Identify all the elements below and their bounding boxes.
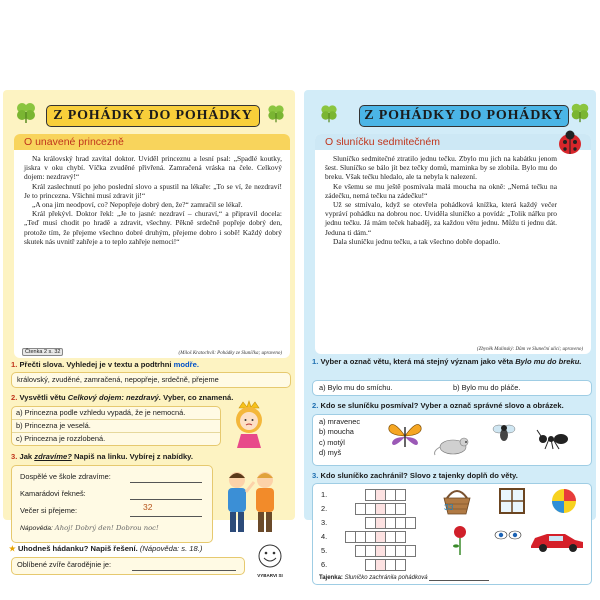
task-emphasis: Bylo mu do breku. (515, 357, 582, 366)
greeting-row (20, 489, 86, 499)
crossword-grid[interactable] (335, 489, 435, 575)
greeting-row (20, 472, 111, 482)
task-number: 1. (312, 357, 319, 366)
task-2 (11, 393, 233, 403)
answer-line[interactable] (130, 491, 202, 500)
ant-icon[interactable] (535, 427, 571, 453)
row-number: 3. (321, 518, 328, 527)
crossword-cell[interactable] (395, 559, 406, 571)
row-number: 2. (321, 504, 328, 513)
animal-choice-box (312, 414, 592, 466)
task-number: 3. (11, 452, 18, 461)
crossword-cell[interactable] (395, 489, 406, 501)
ball-icon (549, 486, 579, 516)
story-title: O sluníčku sedmitečném (315, 134, 591, 150)
option-c[interactable]: c) motýl (319, 437, 345, 447)
task-instruction: Jak (19, 452, 33, 461)
story-source: (Miloš Kratochvíl: Pohádky ze Sluníčka; upraveno) (178, 351, 282, 356)
task-number: 2. (11, 393, 18, 402)
task-3 (312, 471, 518, 481)
options-box (312, 380, 592, 396)
story-paragraph: Ke všemu se mu ještě posmívala malá moucha na okně: „Nemá tečku na zádečku, nemá tečku na zádečku!“ (325, 181, 557, 200)
car-icon (527, 526, 587, 554)
row-number: 5. (321, 546, 328, 555)
task-instruction: Uhodneš hádanku? Napiš řešení. (17, 544, 138, 553)
task-instruction: Vyber a označ větu, která má stejný význam jako věta (320, 357, 514, 366)
greeting-label: Kamarádovi řekneš: (20, 489, 86, 498)
option-d[interactable]: d) myš (319, 448, 342, 458)
greeting-label: Dospělé ve škole zdravíme: (20, 472, 111, 481)
eyes-icon (493, 528, 523, 542)
hint (20, 524, 159, 532)
row-number: 1. (321, 490, 328, 499)
rose-icon (449, 524, 471, 556)
page-number: 32 (143, 502, 153, 512)
crossword-numbers (321, 488, 327, 572)
left-page (3, 90, 295, 578)
answer-line[interactable] (130, 508, 202, 517)
task-instruction: Napiš na linku. Vybírej z nabídky. (73, 452, 193, 461)
page-title: Z POHÁDKY DO POHÁDKY (46, 105, 260, 127)
story-panel (315, 134, 591, 354)
task-instruction: Kdo se sluníčku posmíval? Vyber a označ správné slovo a obrázek. (320, 401, 564, 410)
story-paragraph: Dala sluníčku jednu tečku, a tak všechno dobře dopadlo. (333, 236, 501, 246)
task-number: 3. (312, 471, 319, 480)
option-a[interactable]: a) Bylo mu do smíchu. (319, 383, 393, 392)
hint-label: Nápověda: (20, 525, 53, 532)
options-box (11, 406, 221, 446)
task-instruction: Vysvětli větu (19, 393, 66, 402)
task-hint: (Nápověda: s. 18.) (139, 544, 203, 553)
task-1 (312, 357, 588, 367)
window-icon (497, 486, 527, 516)
word-list: královský, zvuděné, zamračená, nepopřeje, srdečně, přejeme (17, 375, 219, 384)
kids-greeting-illustration (219, 466, 285, 536)
clover-icon (568, 100, 592, 124)
answer-line[interactable] (130, 474, 202, 483)
task-number: 2. (312, 401, 319, 410)
animal-options (319, 417, 379, 459)
crossword-cell[interactable] (405, 545, 416, 557)
ladybug-icon (555, 130, 585, 156)
smiley-icon[interactable] (253, 542, 287, 576)
task-emphasis: modře. (173, 360, 199, 369)
page-title: Z POHÁDKY DO POHÁDKY (359, 105, 569, 127)
story-paragraph: „A ona jim neodpoví, co? Nepopřeje dobrý den, že?“ zamračil se lékař. (32, 200, 243, 210)
task-instruction: Vyber, co znamená. (163, 393, 234, 402)
butterfly-icon[interactable] (387, 419, 423, 453)
story-text (14, 150, 290, 246)
task-2 (312, 401, 564, 411)
greeting-box (11, 465, 213, 543)
story-paragraph: Král překývl. Doktor řekl: „Je to jasné: nezdraví – churaví,“ a připravil docela: „Teď musí chodit po hradě a zdravit, všechny. Pěkně srdečně popřeje dobrý den, protože tím, že přejeme všechno dobré druhým, přejeme dobro i sobě! Každý dobrý skutek nás uvnitř zahřeje a to teplo zahřeje nemoci!“ (24, 209, 282, 246)
crossword-cell[interactable] (395, 503, 406, 515)
riddle-answer-box (11, 557, 245, 575)
star-icon: ★ (9, 544, 16, 553)
story-text (315, 150, 591, 246)
answer-line[interactable] (429, 574, 489, 581)
reading-badge: Čtenka 2 s. 32 (22, 348, 63, 356)
row-number: 4. (321, 532, 328, 541)
hint-text: Ahoj! Dobrý den! Dobrou noc! (54, 524, 159, 532)
crossword-cell[interactable] (395, 531, 406, 543)
clover-icon (318, 102, 340, 124)
story-paragraph: Sluníčko sedmitečné ztratilo jednu tečku. Zbylo mu jich na kabátku jenom šest. Sluníčko se bálo jít bez tečky domů, maminka by se zlobila. Bylo mu do breku. Však tečku hledalo, ale ta nebyla k nalezení. (325, 154, 557, 182)
riddle-prompt: Oblíbené zvíře čarodějnie je: (17, 560, 112, 569)
clover-icon (13, 100, 39, 124)
crossword-cell[interactable] (405, 517, 416, 529)
answer-line[interactable] (132, 562, 236, 571)
right-page (304, 90, 596, 581)
tajenka (319, 574, 489, 581)
task-3 (11, 452, 193, 462)
fly-icon[interactable] (491, 421, 517, 445)
row-number: 6. (321, 560, 328, 569)
task-instruction: Přečti slova. Vyhledej je v textu a podtrhni (19, 360, 172, 369)
princess-illustration (229, 400, 269, 448)
smiley-label: VYBARVI SI (257, 573, 283, 578)
greeting-label: Večer si přejeme: (20, 506, 78, 515)
story-paragraph: Král zaslechnutí po jeho poslední slovo a spustil na lékaře: „To se ví, že nezdraví! Je to princezna. Všichni musí zdravit ji!“ (24, 181, 282, 200)
option-b[interactable]: b) Bylo mu do pláče. (453, 383, 521, 392)
clover-icon (265, 102, 287, 124)
option-c[interactable]: c) Princezna je rozzlobená. (16, 434, 106, 443)
option-a[interactable]: a) mravenec (319, 417, 361, 426)
tajenka-label: Tajenka: (319, 575, 343, 581)
story-paragraph: Na královský hrad zavítal doktor. Uviděl princeznu a lesní psal: „Spadlé koutky, jiskra v oku chybí. Víčka zvuděné přivřená. Zamračená vráska na čele. Celkový dojem: nezdravý!“ (24, 154, 282, 182)
task-emphasis: Celkový dojem: nezdravý. (67, 393, 162, 402)
story-paragraph: Už se stmívalo, když se otevřela pohádková knížka, která každý večer vypráví pohádku na dobrou noc. Uviděla sluníčko a povídá: „Tolik nářku pro jednu tečku. Já mám teček habaděj, za každou větu jednu. Můžu ti jednu dát. Jeduna ti dám.“ (325, 200, 557, 237)
option-b[interactable]: b) moucha (319, 427, 354, 437)
tajenka-text: Sluníčko zachránila pohádková (344, 575, 428, 581)
task-number: 1. (11, 360, 18, 369)
greeting-row (20, 506, 77, 516)
task-emphasis: zdravíme? (34, 452, 72, 461)
story-source: (Zbyněk Malinský: Dům ve Sluneční ulici; upraveno) (476, 347, 583, 352)
option-b[interactable]: b) Princezna je veselá. (12, 420, 220, 433)
task-1 (11, 360, 199, 370)
story-panel (14, 134, 290, 358)
story-title: O unavené princezně (14, 134, 290, 150)
task-instruction: Kdo sluníčko zachránil? Slovo z tajenky doplň do věty. (320, 471, 518, 480)
mouse-icon[interactable] (433, 433, 473, 457)
option-a[interactable]: a) Princezna podle vzhledu vypadá, že je nemocná. (12, 407, 220, 420)
word-list-box (11, 372, 291, 388)
task-4 (9, 544, 202, 553)
page-number: 33 (444, 502, 454, 512)
crossword-box (312, 483, 592, 585)
